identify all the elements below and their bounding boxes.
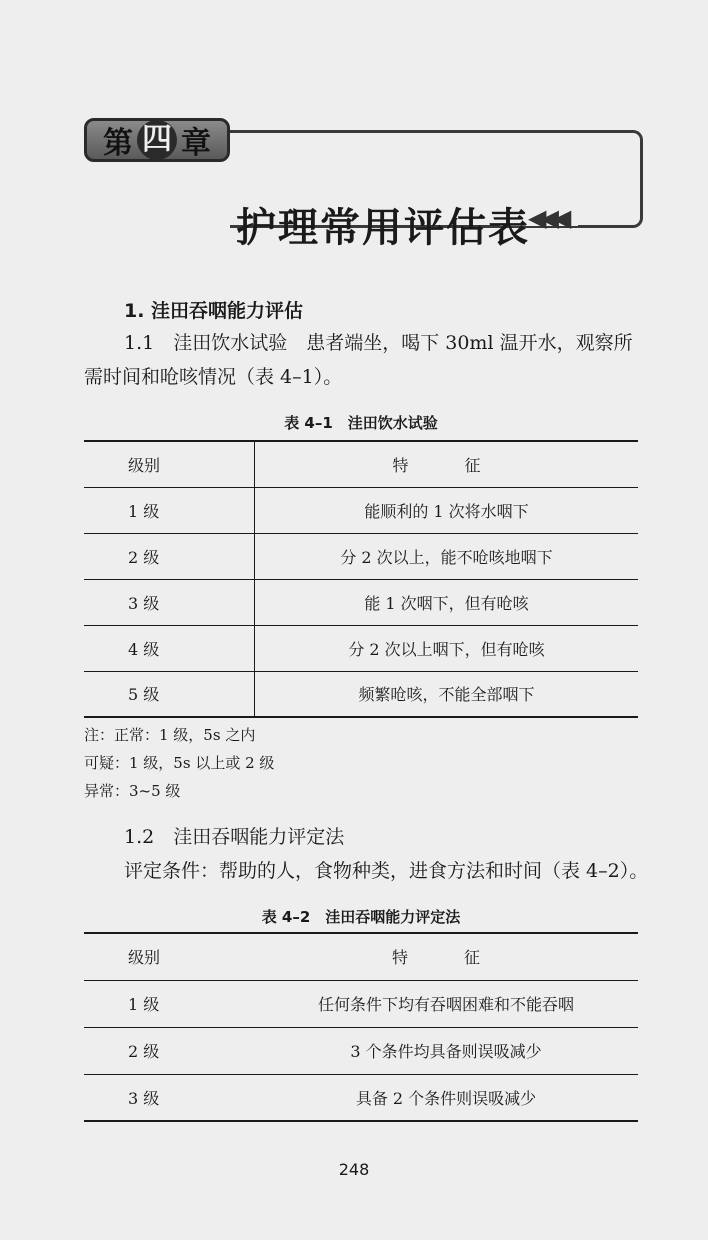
cell-feature: 分 2 次以上咽下，但有呛咳 (255, 625, 639, 671)
chapter-badge (84, 118, 230, 162)
cell-level: 4 级 (84, 625, 255, 671)
table-2-caption: 表 4–2 洼田吞咽能力评定法 (261, 908, 461, 926)
table-row (84, 533, 638, 579)
page-number: 248 (338, 1160, 370, 1179)
cell-feature: 具备 2 个条件则误吸减少 (254, 1074, 638, 1121)
cell-level: 2 级 (84, 533, 255, 579)
section-1-2-heading: 1.2 洼田吞咽能力评定法 (124, 826, 345, 848)
chapter-suffix: 章 (181, 126, 211, 161)
table-1-note: 注：正常：1 级，5s 之内 (84, 726, 256, 744)
cell-level: 2 级 (84, 1027, 254, 1074)
table-1-caption: 表 4–1 洼田饮水试验 (284, 414, 438, 432)
table-row (84, 1027, 638, 1074)
cell-level: 1 级 (84, 980, 254, 1027)
cell-feature: 任何条件下均有吞咽困难和不能吞咽 (254, 980, 638, 1027)
table-1-note: 可疑：1 级，5s 以上或 2 级 (84, 754, 275, 772)
table-row (84, 1074, 638, 1121)
section-1-2-paragraph: 评定条件：帮助的人，食物种类，进食方法和时间（表 4–2）。 (124, 860, 649, 882)
cell-level: 5 级 (84, 671, 255, 717)
header-level: 级别 (128, 948, 161, 968)
header-feature: 特 征 (391, 948, 500, 968)
cell-level: 3 级 (84, 1074, 254, 1121)
section-1-1-line1: 1.1 洼田饮水试验 患者端坐，喝下 30ml 温开水，观察所 (124, 332, 633, 354)
table-header-row (84, 441, 638, 487)
triple-arrow-icon: ◀◀◀ (528, 204, 566, 232)
cell-level: 3 级 (84, 579, 255, 625)
cell-feature: 能 1 次咽下，但有呛咳 (255, 579, 639, 625)
section-1-1-line2: 需时间和呛咳情况（表 4–1）。 (84, 366, 343, 388)
header-level: 级别 (84, 441, 255, 487)
table-row (84, 487, 638, 533)
table-1 (84, 440, 638, 718)
cell-feature: 能顺利的 1 次将水咽下 (255, 487, 639, 533)
cell-feature: 分 2 次以上，能不呛咳地咽下 (255, 533, 639, 579)
table-row (84, 625, 638, 671)
table-row (84, 980, 638, 1027)
table-header-row (84, 933, 638, 980)
cell-level: 1 级 (84, 487, 255, 533)
table-row (84, 671, 638, 717)
cell-feature: 频繁呛咳，不能全部咽下 (255, 671, 639, 717)
table-row (84, 579, 638, 625)
header-feature: 特 征 (392, 455, 501, 475)
chapter-number: 四 (137, 120, 177, 160)
chapter-prefix: 第 (103, 126, 133, 161)
chapter-title: 护理常用评估表 (236, 205, 530, 251)
section-1-heading: 1. 洼田吞咽能力评估 (124, 300, 304, 322)
table-2 (84, 932, 638, 1122)
cell-feature: 3 个条件均具备则误吸减少 (254, 1027, 638, 1074)
table-1-note: 异常：3~5 级 (84, 782, 181, 800)
